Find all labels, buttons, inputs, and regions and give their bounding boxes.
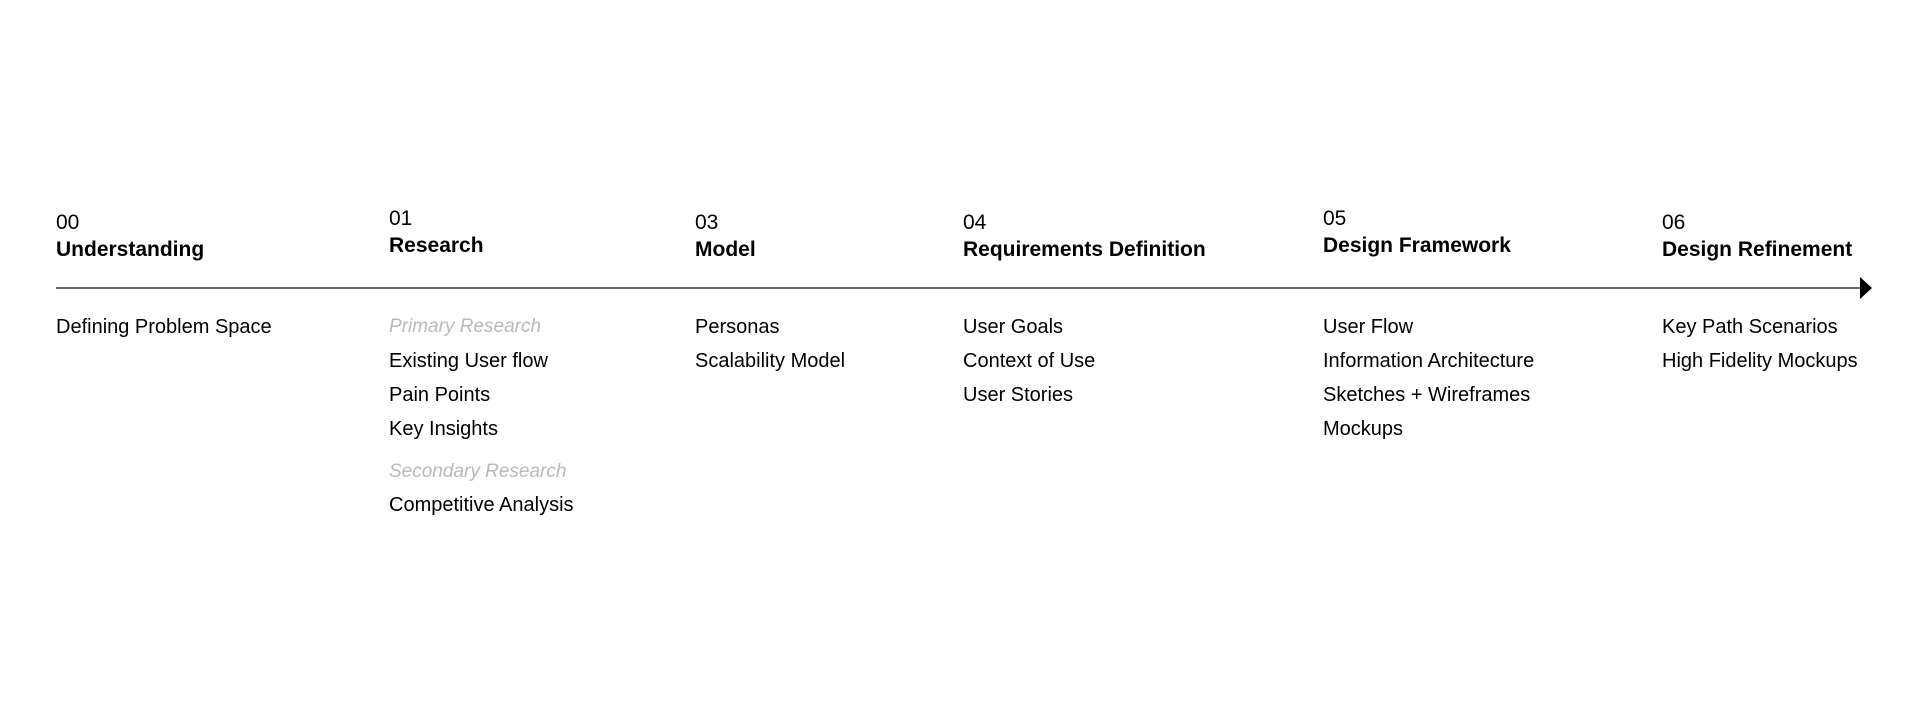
phase-title: Design Framework [1323,234,1511,257]
list-item: Scalability Model [695,350,846,372]
group-heading-secondary-research: Secondary Research [389,461,567,482]
list-item: Pain Points [389,384,491,406]
phase-header [1662,210,1852,264]
group-heading-primary-research: Primary Research [389,316,542,337]
phase-item-list [56,310,272,344]
phase-item-list [389,310,574,522]
phase-number: 05 [1323,207,1347,230]
phase-title: Design Refinement [1662,238,1853,261]
list-item: User Goals [963,316,1064,338]
phase-number: 01 [389,207,413,230]
timeline-axis-line [56,287,1868,289]
phase-title: Understanding [56,238,205,261]
phase-title: Research [389,234,484,257]
phase-header [695,210,756,264]
list-item: Existing User flow [389,350,548,372]
list-item: Key Path Scenarios [1662,316,1838,338]
list-item: High Fidelity Mockups [1662,350,1858,372]
phase-header [56,210,204,264]
list-item: Context of Use [963,350,1096,372]
phase-number: 06 [1662,211,1686,234]
phase-title: Model [695,238,756,261]
phase-item-list [695,310,845,378]
phase-number: 04 [963,211,987,234]
phase-title: Requirements Definition [963,238,1206,261]
phase-item-list [1323,310,1534,446]
list-item: Defining Problem Space [56,316,272,338]
list-item: Information Architecture [1323,350,1535,372]
phase-number: 03 [695,211,719,234]
phase-number: 00 [56,211,80,234]
phase-header [963,210,1206,264]
list-item: Sketches + Wireframes [1323,384,1531,406]
list-item: Personas [695,316,780,338]
list-item: Key Insights [389,418,498,440]
list-item: Mockups [1323,418,1404,440]
phase-header [389,206,484,260]
phase-item-list [1662,310,1858,378]
list-item: Competitive Analysis [389,494,574,516]
arrow-right-icon [1860,277,1872,299]
list-item: User Stories [963,384,1074,406]
phase-header [1323,206,1511,260]
list-item: User Flow [1323,316,1414,338]
phase-item-list [963,310,1095,412]
